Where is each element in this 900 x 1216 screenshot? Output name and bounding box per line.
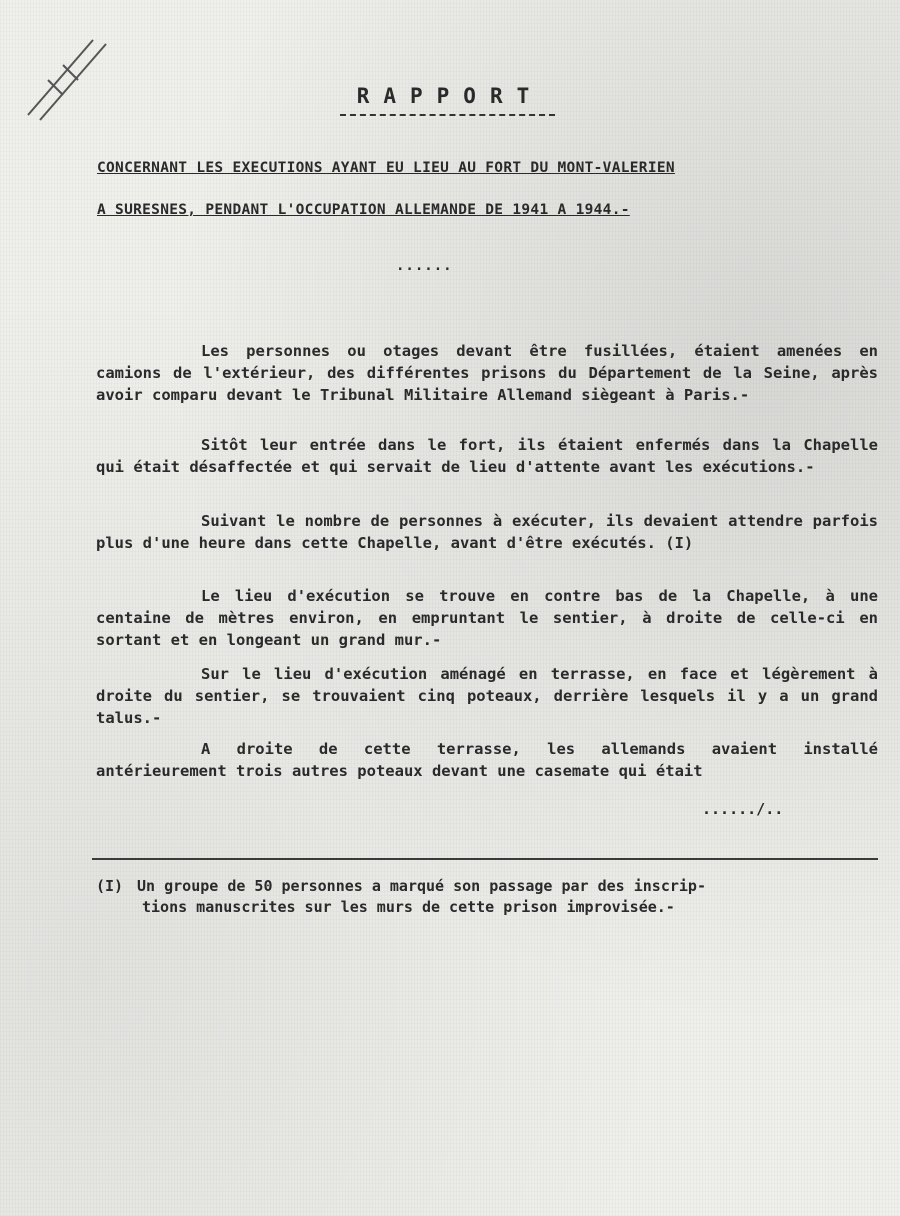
handwritten-roman-numeral-mark [18,20,138,130]
paragraph-1: Les personnes ou otages devant être fusillées, étaient amenées en camions de l'extérieur, des différentes prisons du Département de la Seine, après avoir comparu devant le Tribunal Militaire Allemand siègeant à Paris.- [96,342,878,404]
footnote-line-2: tions manuscrites sur les murs de cette prison improvisée.- [142,898,675,916]
heading-line-1: CONCERNANT LES EXECUTIONS AYANT EU LIEU AU FORT DU MONT-VALERIEN [97,160,675,176]
footnote-divider [92,858,878,860]
section-separator: ...... [396,258,453,274]
title-underline [340,114,555,116]
footnote-line-1: Un groupe de 50 personnes a marqué son passage par des inscrip- [137,877,706,895]
paragraph-2: Sitôt leur entrée dans le fort, ils étaient enfermés dans la Chapelle qui était désaffectée et qui servait de lieu d'attente avant les exécutions.- [96,436,878,476]
document-title: RAPPORT [356,84,544,108]
footnote [96,876,878,918]
footnote-marker: (I) [96,877,124,895]
continuation-mark: ....../.. [702,800,784,818]
paragraph-6: A droite de cette terrasse, les allemands avaient installé antérieurement trois autres poteaux devant une casemate qui était [96,740,878,780]
paragraph-5: Sur le lieu d'exécution aménagé en terrasse, en face et légèrement à droite du sentier, se trouvaient cinq poteaux, derrière lesquels il y a un grand talus.- [96,665,878,727]
heading-line-2: A SURESNES, PENDANT L'OCCUPATION ALLEMANDE DE 1941 A 1944.- [97,202,630,218]
paragraph-3: Suivant le nombre de personnes à exécuter, ils devaient attendre parfois plus d'une heure dans cette Chapelle, avant d'être exécutés. (I) [96,512,878,552]
paragraph-4: Le lieu d'exécution se trouve en contre bas de la Chapelle, à une centaine de mètres environ, en empruntant le sentier, à droite de celle-ci en sortant et en longeant un grand mur.- [96,587,878,649]
